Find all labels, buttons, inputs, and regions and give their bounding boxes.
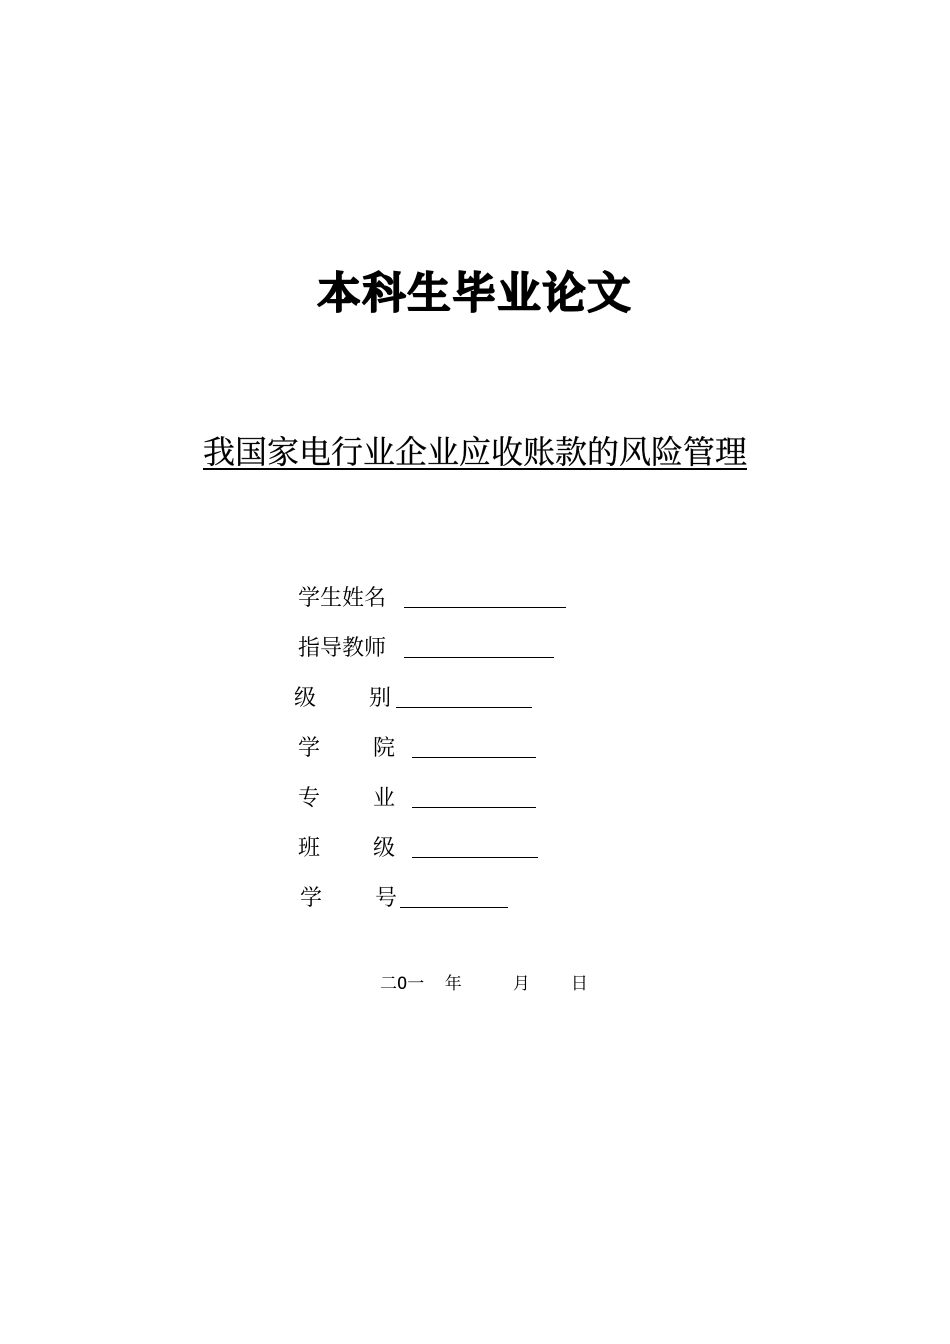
advisor-field	[298, 634, 578, 664]
major-field	[298, 784, 558, 814]
date-line: 二O一 年 月 日	[380, 974, 588, 994]
class-label: 班 级	[298, 836, 395, 861]
student-name-field	[298, 584, 578, 614]
class-field	[298, 834, 558, 864]
college-label: 学 院	[298, 736, 395, 761]
level-label: 级 别	[294, 686, 391, 711]
student-id-label: 学 号	[300, 886, 397, 911]
thesis-title-text: 我国家电行业企业应收账款的风险管理	[202, 433, 747, 471]
level-blank	[396, 707, 532, 708]
student-name-blank	[404, 607, 566, 608]
class-blank	[412, 857, 538, 858]
level-field	[294, 684, 554, 714]
college-field	[298, 734, 558, 764]
college-blank	[412, 757, 536, 758]
student-id-field	[300, 884, 560, 914]
advisor-blank	[404, 657, 554, 658]
student-id-blank	[400, 907, 508, 908]
major-label: 专 业	[298, 786, 395, 811]
major-blank	[412, 807, 536, 808]
cover-heading: 本科生毕业论文	[317, 269, 633, 319]
advisor-label: 指导教师	[298, 636, 387, 661]
student-name-label: 学生姓名	[298, 586, 387, 611]
thesis-title	[0, 430, 950, 474]
